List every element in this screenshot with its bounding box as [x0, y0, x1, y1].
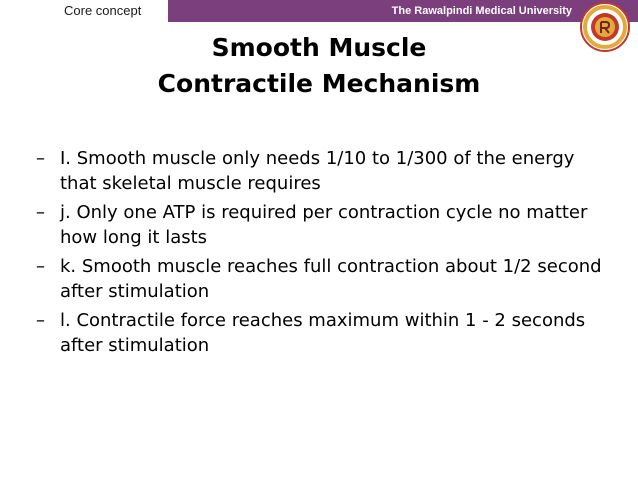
bullet-text: k. Smooth muscle reaches full contraction about 1/2 second after stimulation [60, 256, 602, 302]
bullet-marker: – [36, 310, 45, 331]
header-bar [0, 0, 638, 22]
bullet-marker: – [36, 256, 45, 277]
bullet-marker: – [36, 148, 45, 169]
bullet-text: l. Contractile force reaches maximum within 1 - 2 seconds after stimulation [60, 310, 586, 356]
university-name: The Rawalpindi Medical University [391, 5, 572, 17]
bullet-list [36, 146, 616, 362]
slide-title-line2: Contractile Mechanism [157, 69, 481, 98]
concept-label: Core concept [0, 0, 168, 22]
slide-title-line1: Smooth Muscle [211, 33, 427, 62]
bullet-marker: – [36, 202, 45, 223]
bullet-text: I. Smooth muscle only needs 1/10 to 1/300 of the energy that skeletal muscle requires [60, 148, 575, 194]
bullet-item [36, 254, 616, 304]
bullet-text: j. Only one ATP is required per contraction cycle no matter how long it lasts [60, 202, 588, 248]
slide-title [0, 30, 638, 102]
bullet-item [36, 200, 616, 250]
bullet-item [36, 308, 616, 358]
bullet-item [36, 146, 616, 196]
